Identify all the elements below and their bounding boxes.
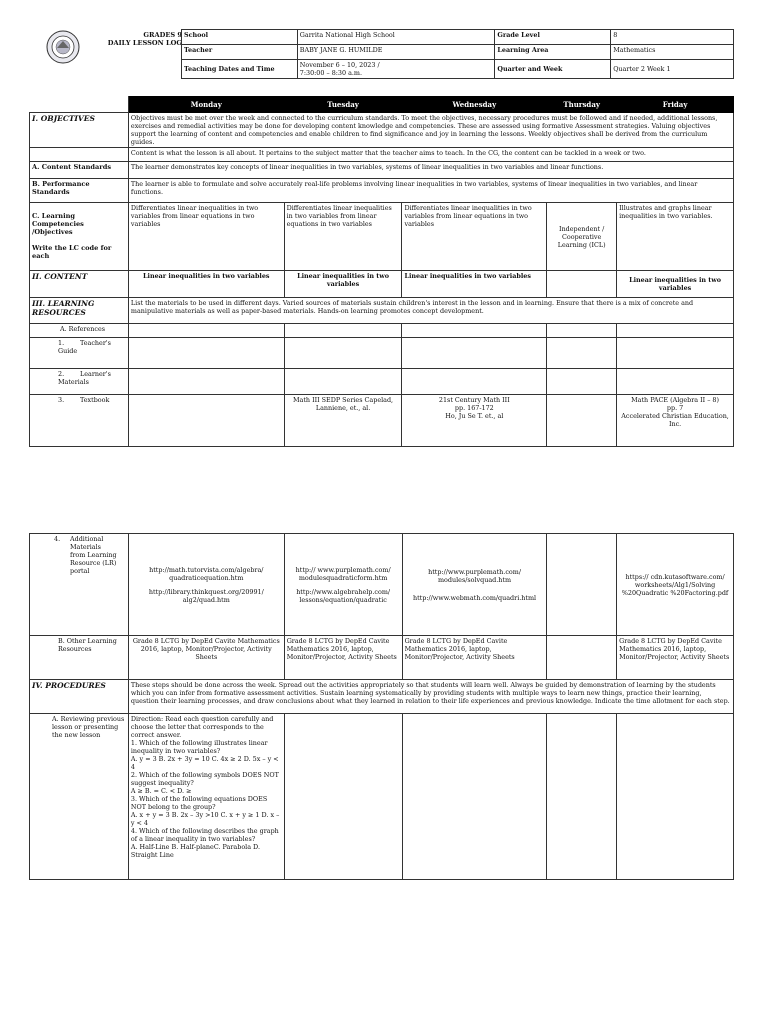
performance-standards-label: B. Performance Standards — [30, 179, 129, 203]
competencies-monday: Differentiates linear inequalities in two variables from linear equations in two variables — [128, 203, 284, 271]
textbook-num: 3. — [58, 396, 65, 404]
content-label: II. CONTENT — [30, 271, 129, 298]
textbook-tuesday: Math III SEDP Series Capelad, Lanniene, et., al. — [284, 395, 402, 447]
content-tuesday: Linear inequalities in two variables — [284, 271, 402, 298]
review-q1-choices: A. y = 3 B. 2x + 3y = 10 C. 4x ≥ 2 D. 5x – y < 4 — [130, 755, 279, 771]
textbook-monday — [128, 395, 284, 447]
content-monday: Linear inequalities in two variables — [128, 271, 284, 298]
competencies-wednesday: Differentiates linear inequalities in two variables from linear equations in two variables — [402, 203, 547, 271]
textbook-friday — [617, 395, 734, 447]
procedures-text: These steps should be done across the week. Spread out the activities appropriately so that students will learn well. Always be guided by demonstration of learning by the students which you can infer from formative assessment activities. Sustain learning systematically by providing students with multiple ways to learn new things, practice their learning, question their learning processes, and draw conclusions about what they learned in relation to their life experiences and previous knowledge. Indicate the time allotment for each step. — [128, 680, 733, 714]
objectives-content-note: Content is what the lesson is all about. It pertains to the subject matter that the teacher aims to teach. In the CG, the content can be tackled in a week or two. — [128, 148, 733, 162]
textbook-wed-pages: pp. 167-172 — [454, 404, 494, 412]
lr-wednesday-link1[interactable]: http://www.purplemath.com/ modules/solvquad.htm — [428, 567, 521, 584]
references-wednesday — [402, 324, 547, 338]
learners-materials-num: 2. — [58, 370, 65, 378]
lr-monday-link2[interactable]: http://library.thinkquest.org/20991/ alg2/quad.htm — [148, 587, 264, 604]
content-standards-text: The learner demonstrates key concepts of linear inequalities in two variables, systems of linear inequalities in two variables and linear functions. — [128, 162, 733, 179]
competencies-friday: Illustrates and graphs linear inequalities in two variables. — [617, 203, 734, 271]
tg-monday — [128, 338, 284, 369]
textbook-wed-authors: Ho, Ju Se T. et., al — [445, 412, 504, 420]
lr-tuesday — [284, 534, 402, 636]
day-thursday: Thursday — [547, 97, 617, 113]
other-wednesday: Grade 8 LCTG by DepEd Cavite Mathematics 2016, laptop, Monitor/Projector, Activity Sheets — [402, 636, 547, 680]
lr-portal-num: 4. — [54, 535, 61, 543]
day-tuesday: Tuesday — [284, 97, 402, 113]
other-thursday — [547, 636, 617, 680]
quarter-value: Quarter 2 Week 1 — [611, 60, 734, 79]
competencies-label-lc: Write the LC code for each — [32, 244, 112, 260]
review-q3-choices: A. x + y = 3 B. 2x – 3y >10 C. x + y ≥ 1 D. x – y < 4 — [130, 811, 280, 827]
review-friday — [617, 714, 734, 880]
review-q4-choices: A. Half-Line B. Half-planeC. Parabola D. Straight Line — [130, 843, 260, 859]
review-q2-choices: A ≥ B. = C. < D. ≥ — [130, 787, 192, 795]
lr-tuesday-link1[interactable]: http:// www.purplemath.com/ modulesquadraticform.htm — [295, 565, 391, 582]
performance-standards-text: The learner is able to formulate and solve accurately real-life problems involving linear inequalities in two variables, systems of linear inequalities in two variables, and linear functions. — [128, 179, 733, 203]
learners-materials-text: Learner's Materials — [58, 370, 111, 386]
content-standards-label: A. Content Standards — [30, 162, 129, 179]
review-thursday — [547, 714, 617, 880]
textbook-label — [30, 395, 129, 447]
grade-level-value: 8 — [611, 30, 734, 45]
textbook-text: Textbook — [80, 396, 110, 404]
day-wednesday: Wednesday — [402, 97, 547, 113]
competencies-tuesday: Differentiates linear inequalities in two variables from linear equations in two variables — [284, 203, 402, 271]
lr-wednesday-link2[interactable]: http://www.webmath.com/quadri.html — [412, 593, 537, 602]
lesson-log-table-part2 — [29, 533, 734, 880]
teacher-label: Teacher — [182, 45, 298, 60]
content-thursday — [547, 271, 617, 298]
lm-wednesday — [402, 369, 547, 395]
review-label: A. Reviewing previous lesson or presenting the new lesson — [30, 714, 129, 880]
lm-friday — [617, 369, 734, 395]
competencies-label-main: C. Learning Competencies /Objectives — [32, 212, 84, 236]
review-q2: 2. Which of the following symbols DOES NOT suggest inequality? — [130, 771, 279, 787]
lr-wednesday — [402, 534, 547, 636]
textbook-thursday — [547, 395, 617, 447]
resources-label: III. LEARNING RESOURCES — [30, 298, 129, 324]
review-q1: 1. Which of the following illustrates linear inequality in two variables? — [130, 739, 268, 755]
textbook-fri-publisher: Accelerated Christian Education, Inc. — [621, 412, 729, 428]
references-label: A. References — [30, 324, 129, 338]
learners-materials-label — [30, 369, 129, 395]
log-title — [96, 31, 182, 47]
review-tuesday — [284, 714, 402, 880]
tg-thursday — [547, 338, 617, 369]
teachers-guide-text: Teacher's Guide — [58, 339, 111, 355]
content-wednesday: Linear inequalities in two variables — [402, 271, 547, 298]
textbook-fri-pages: pp. 7 — [666, 404, 684, 412]
lr-portal-label — [30, 534, 129, 636]
procedures-label: IV. PROCEDURES — [30, 680, 129, 714]
learning-area-label: Learning Area — [495, 45, 611, 60]
grade-level-label: Grade Level — [495, 30, 611, 45]
competencies-label — [30, 203, 129, 271]
lr-tuesday-link2[interactable]: http://www.algebrahelp.com/ lessons/equation/quadratic — [296, 587, 391, 604]
dates-value-line1: November 6 – 10, 2023 / — [299, 61, 380, 69]
objectives-title: I. OBJECTIVES — [30, 113, 129, 148]
review-q3: 3. Which of the following equations DOES NOT belong to the group? — [130, 795, 268, 811]
lm-tuesday — [284, 369, 402, 395]
references-thursday — [547, 324, 617, 338]
objectives-blank — [30, 148, 129, 162]
references-monday — [128, 324, 284, 338]
lr-monday — [128, 534, 284, 636]
references-friday — [617, 324, 734, 338]
quarter-label: Quarter and Week — [495, 60, 611, 79]
day-friday: Friday — [617, 97, 734, 113]
teachers-guide-num: 1. — [58, 339, 65, 347]
textbook-wednesday — [402, 395, 547, 447]
dates-value-line2: 7:30:00 – 8:30 a.m. — [299, 69, 363, 77]
school-label: School — [182, 30, 298, 45]
lm-thursday — [547, 369, 617, 395]
lr-monday-link1[interactable]: http://math.tutorvista.com/algebra/ quadraticequation.htm — [149, 565, 264, 582]
tg-friday — [617, 338, 734, 369]
competencies-thursday: Independent / Cooperative Learning (ICL) — [547, 203, 617, 271]
tg-tuesday — [284, 338, 402, 369]
review-direction: Direction: Read each question carefully and choose the letter that corresponds to the correct answer. — [130, 715, 274, 739]
deped-seal-logo — [46, 30, 80, 64]
tg-wednesday — [402, 338, 547, 369]
teacher-value: BABY JANE G. HUMILDE — [297, 45, 495, 60]
other-monday: Grade 8 LCTG by DepEd Cavite Mathematics 2016, laptop, Monitor/Projector, Activity Sheets — [128, 636, 284, 680]
dates-value — [297, 60, 495, 79]
lesson-log-table-part1 — [29, 96, 734, 447]
log-title-grades: GRADES 9 — [143, 31, 182, 39]
other-tuesday: Grade 8 LCTG by DepEd Cavite Mathematics 2016, laptop, Monitor/Projector, Activity Sheets — [284, 636, 402, 680]
review-q4: 4. Which of the following describes the graph of a linear inequality in two variables? — [130, 827, 279, 843]
school-value: Garrita National High School — [297, 30, 495, 45]
lm-monday — [128, 369, 284, 395]
review-wednesday — [402, 714, 547, 880]
lr-thursday — [547, 534, 617, 636]
references-tuesday — [284, 324, 402, 338]
teachers-guide-label — [30, 338, 129, 369]
content-friday: Linear inequalities in two variables — [617, 271, 734, 298]
lr-friday[interactable]: https:// cdn.kutasoftware.com/ worksheets/Alg1/Solving %20Quadratic %20Factoring.pdf — [617, 534, 734, 636]
other-resources-label: B. Other Learning Resources — [30, 636, 129, 680]
header-info-table — [181, 29, 734, 79]
review-monday — [128, 714, 284, 880]
day-monday: Monday — [128, 97, 284, 113]
textbook-fri-title: Math PACE (Algebra II – 8) — [631, 396, 719, 404]
day-header-row — [30, 97, 734, 113]
other-friday: Grade 8 LCTG by DepEd Cavite Mathematics 2016, laptop, Monitor/Projector, Activity Sheets — [617, 636, 734, 680]
learning-area-value: Mathematics — [611, 45, 734, 60]
log-title-dll: DAILY LESSON LOG — [107, 39, 182, 47]
lr-portal-text: Additional Materials from Learning Resource (LR) portal — [70, 535, 117, 575]
resources-text: List the materials to be used in different days. Varied sources of materials sustain children's interest in the lesson and in learning. Ensure that there is a mix of concrete and manipulative materials as well as paper-based materials. Hands-on learning promotes concept development. — [128, 298, 733, 324]
textbook-wed-title: 21st Century Math III — [438, 396, 510, 404]
day-header-blank — [30, 97, 129, 113]
objectives-text: Objectives must be met over the week and connected to the curriculum standards. To meet the objectives, necessary procedures must be followed and if needed, additional lessons, exercises and remedial activities may be done for developing content knowledge and competencies. These are assessed using formative Assessment strategies. Valuing objectives support the learning of content and competencies and enable children to find significance and joy in learning the lessons. Weekly objectives shall be derived from the curriculum guides. — [128, 113, 733, 148]
dates-label: Teaching Dates and Time — [182, 60, 298, 79]
